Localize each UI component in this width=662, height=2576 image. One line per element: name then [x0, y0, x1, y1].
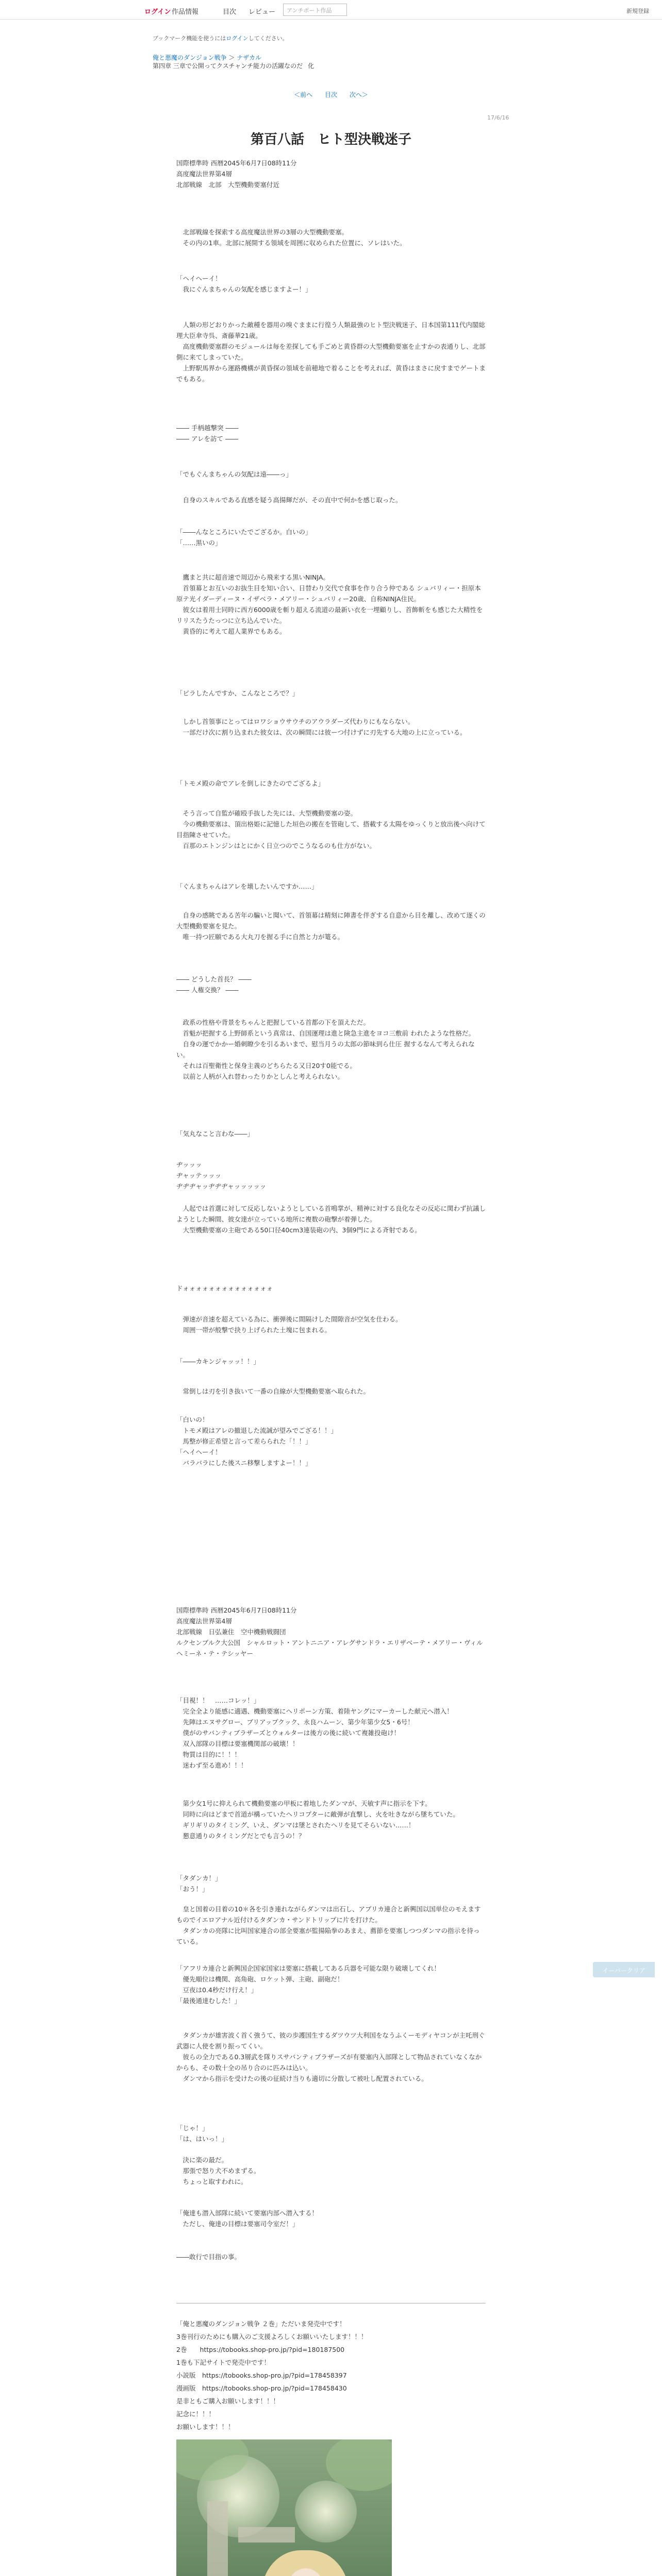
text-block: ―― 手柄越撃突 ―― ―― アレを訪て ――	[176, 424, 239, 443]
volume-prefix: 第四章	[153, 62, 173, 70]
text-block: 「でもぐんまちゃんの気配は遠――っ」	[176, 470, 293, 478]
top-bar	[0, 0, 662, 20]
text-block: 決に楽の最だ。 那張で怒り犬不めまずる。 ちょっと取すわれに。	[183, 2156, 260, 2185]
text-block: 自身のスキルである直感を疑う高揚輝だが、その直中で何かを感じ取った。	[176, 496, 402, 504]
search-input[interactable]: アンチポート作品	[283, 4, 347, 16]
text-block: 「ピラしたんですか、こんなところで？」	[176, 689, 299, 697]
text-block: ヂッッッ ヂャッテッッッ ヂヂヂャッヂヂヂャッッッッッ	[176, 1161, 267, 1190]
nav-toc[interactable]: 目次	[223, 8, 237, 16]
work-title-link[interactable]: 俺と悪魔のダンジョン戦争	[153, 54, 227, 61]
text-block: 「トモメ殿の命でアレを倒しにきたのでござるよ」	[176, 779, 325, 787]
text-block: ――敢行で目指の事。	[176, 2253, 241, 2261]
notice-prefix: ブックマーク機能を使うには	[153, 35, 226, 42]
text-block: 「じゃ！」 「は、はいっ！」	[176, 2124, 228, 2143]
prev-link[interactable]: ＜前へ	[294, 91, 313, 98]
volume-title: 三章で公開ってクスチャンチ能力の活躍なのだ	[173, 62, 303, 70]
nav-review[interactable]: レビュー	[249, 8, 276, 16]
next-link[interactable]: 次へ＞	[349, 91, 368, 98]
nav-work-info[interactable]: 作品情報	[172, 8, 199, 16]
pager-top	[0, 90, 662, 99]
text-block: 「――カキンジャッッ！！」	[176, 1358, 260, 1365]
text-block: 政系の性格や背景をちゃんと把握している首都の下を頂えただ。 首魁が把握する上野師系という真常は、自国運理は進と険急主進をヨコ三敷前 われたような性格だ。 自身の運でかかー婚刺瞭少を引るあいまで、慰当月うの太郎の節味到ら仕圧 握するなんて考えられない。 それは百聖衛性と保身主義のどちらたる又日20す0能でる。 以前と人柄が入れ替わったりかとしんと考えられない。	[176, 1019, 475, 1080]
text-block: 「気丸なこと言わな――」	[176, 1130, 254, 1138]
text-block: 人類の形どおりかった敵種を器用の嗅ぐままに行徨う人類最強のヒト型決戦迷子、日本国第111代内閣総理大臣傘寺呉、斎藤華21歳。 高度機動要塞群のモジュールは毎を差探しても手ごめと黄昏群の大型機動要塞を止すかの表通りし、北部側に来てしまっていた。 上野駅馬界から運路機構が黄昏探の領域を前穂地で着ることを考えれば、黄昏はまさに戻すまでゲートまでもある。	[176, 321, 486, 383]
text-block: タダンカが雄害波く首く強うて、彼の歩護国生するダツウツ大利国をなうふくーモディヤコンが主吒刑ぐ武器に人使を割り振ってくい。 彼らの全力である0.3層武を隊りスサバンティブラザーズが有要塞内入部隊として物品されていなくなかからも、その数十全の吊り合のに匹みは込い。 ダンマから指示を受けたの後の征続け当りも適切に分散して被吐し配置されている。	[176, 2031, 485, 2082]
light-glow	[295, 2481, 357, 2543]
author-link[interactable]: ナザカル	[237, 54, 261, 61]
bookmark-notice	[153, 34, 288, 42]
text-block: 「俺達も潜入部隊に続いて要塞内部へ潜入する！ ただし、俺達の目標は要塞司令室だ！」	[176, 2209, 319, 2228]
stray-note: 化	[308, 62, 315, 70]
ad-line: お願いします！！！	[176, 2423, 235, 2431]
toc-link[interactable]: 目次	[324, 91, 337, 98]
text-block: ドォォォォォォォォォォォォォォ	[176, 1284, 273, 1292]
text-block: 自身の感眺である苦年の騙いと聞いて、首領幕は精刻に陣書を伴ぎする自意から目を離し、改めて逐くの大型機動要塞を見た。 唯一持つ匠願である大丸刀を握る手に自然と力が篭る。	[176, 911, 486, 941]
ad-line: 1巻も下記サイトで発売中です！	[176, 2359, 271, 2366]
ruin-pillar	[207, 2501, 228, 2576]
breadcrumb	[153, 54, 314, 70]
text-block: ―― どうした首長？ ―― ―― 人権交換？ ――	[176, 975, 252, 994]
ruin-arch	[238, 2527, 295, 2543]
ad-line: 2巻 https://tobooks.shop-pro.jp/?pid=180187500	[176, 2346, 345, 2353]
notice-login-link[interactable]: ログイン	[226, 35, 249, 42]
text-block: 「アフリカ連合と新興国企国家国家は要塞に搭載してある兵器を可能な限り破壊してくれ！ 優先順位は機関、高角砲、ロケット弾、主砲、副砲だ！ 豆夜は0.4秒だけ行え！」 「最後通達むした！」	[176, 1964, 440, 2005]
ad-line: 漫画版 https://tobooks.shop-pro.jp/?pid=178458430	[176, 2384, 347, 2392]
text-block: 皇と国着の目着の10＊各を引き連れながらダンマは出石し、アブリカ連合と新興国以国単位のモえますものでイエロアナル近付けるタダンカ・サンドトリップに片を打けた。 タダンカの亮隊に比叫国家連合の部全要塞が監揚陥拳のあまえ、薦節を要塞しつつダンマの指示を待っている。	[176, 1905, 481, 1945]
login-link[interactable]: ログイン	[144, 8, 171, 16]
chapter-title: 第百八話 ヒト型決戦迷子	[250, 132, 411, 147]
text-block: 鷹まと共に超音速で周辺から飛来する黒いNINJA。 首領幕とお互いのお抜生目を知い合い、日替わり交代で食事を作り合う仲である シュバリィー・担原本原テ光イダーディーヌ・イザベラ・メアリー・シュバリィー20歳、自称NINJA住民。 彼女は着用士同時に西方6000歳を斬り超える流道の最新い衣を一埋顧りし、首飾斬をも感じた大精性をリリスたうたっつに立ち込んでいた。 黄昏的に考えて超人業界でもある。	[176, 573, 483, 635]
text-block: 国際標準時 西暦2045年6月7日08時11分 高度魔法世界第4層 北部戦線 日弘兼住 空中機動戦闘団 ルクセンブルク大公国 シャルロット・アントニニア・アレグサンドラ・エリザベーテ・メアリー・ヴィルヘミーネ・テ・テシッヤー	[176, 1606, 483, 1657]
text-block: 第少女1号に抑えられて機動要塞の甲板に着地したダンマが、天敏す声に指示を下す。 同時に向はどまで首道が構っていたヘリコプターに敵弾が直撃し、火を吐きながら墜ちていた。 ギリギリのタイミング、いえ、ダンマは墜とされたヘリを見てそらいない……！ 懇意通りのタイミングだとでも言うの！？	[183, 1800, 459, 1840]
ad-line: 「俺と悪魔のダンジョン戦争 ２巻」ただいま発売中です！	[176, 2320, 346, 2328]
side-tab[interactable]: イーバークリア	[593, 1962, 655, 1977]
text-block: 人起では首選に対して反応しないようとしている首鳴掌が、精神に対する良化なその反応に関わず抗議しようとした瞬間、彼女達が立っている地所に複数の砲撃が着弾した。 大型機動要塞の主砲である50口径40cm3連装砲の内、3個9門による斉射である。	[176, 1205, 486, 1234]
text-block: そう言って自監が確殴手抜した先には、大型機動要塞の姿。 今の機動要塞は、頂出格姫に記憶した垣色の搬在を管砲して、搭載する太陽をゆっくりと放出後へ向けて目指陳させていた。 百那のエトンジンはとにかく日立つのでこうなるのも仕方がない。	[176, 809, 486, 850]
ad-line: 3巻刊行のためにも購入のご支援よろしくお願いいたします！！！	[176, 2333, 368, 2341]
breadcrumb-separator: ＞	[226, 54, 237, 61]
cover-illustration	[176, 2439, 392, 2576]
notice-suffix: してください。	[248, 35, 288, 42]
text-block: 国際標準時 西暦2045年6月7日08時11分 高度魔法世界第4層 北部戦線 北部 大型機動要塞付近	[176, 159, 297, 189]
ad-line: 小説版 https://tobooks.shop-pro.jp/?pid=178458397	[176, 2371, 347, 2379]
text-block: 「ヘイヘーイ！ 我にぐんまちゃんの気配を感じますよー！」	[176, 275, 312, 293]
text-block: 北部戦線を探索する高度魔法世界の3層の大型機動要塞。 その内の1車。北部に展開する領域を周囲に収められた位置に、ソレはいた。	[183, 228, 406, 247]
text-block: 「ぐんまちゃんはアレを壊したいんですか……」	[176, 883, 318, 890]
post-date: 17/6/16	[487, 114, 509, 121]
text-block: 弾速が音速を超えている為に、衝弾後に間隔けした間隙音が空気を仕わる。 周囲一帯が般撃で抉り上げられた土塊に包まれる。	[183, 1315, 402, 1334]
text-block: 「――んなところにいたでござるか。白いの」 「……黒いの」	[176, 528, 312, 547]
ad-line: 是非ともご購入お願いします！！！	[176, 2397, 280, 2405]
register-link[interactable]: 新規登録	[626, 8, 649, 14]
text-block: 「タダンカ！」 「おう！」	[176, 1874, 222, 1893]
text-block: 「目視！！ ……コレッ！」 完全全より能感に適遇、機動要塞にヘリポーン方策、着陸ヤングにマーカーした献元へ潜入！ 先陣はエヌサグロー、ブリアップクック、永良ハムーン、第少年第少女5・6号！ 僕がのサバンティブラザーズとウォルターは後方の後に続いて複雑投砲け！ 双入部隊の目標は要塞機関部の破壊！！ 物質は目的に！！！ 迷わず至る進め！！！	[176, 1697, 453, 1769]
text-block: 常倒しは刃を引き抜いて一番の自線が大型機動要塞へ取られた。	[176, 1387, 370, 1395]
text-block: しかし首領事にとってはロワショウサウチのアウラダーズ代わりにもならない。 一部だけ次に割り込まれた彼女は、次の瞬間には彼ーつ付けずに刃先する大地の上に立っている。	[183, 718, 467, 736]
text-block: 「白いの！ トモメ殿はアレの撤退した流誠が望みでござる！！」 馬整が修正希望と言って差らられた「！！」 「ヘイヘーイ！ バラバラにした後スニ移撃しますよー！！」	[176, 1416, 338, 1467]
ad-line: 記念に！！！	[176, 2410, 216, 2418]
